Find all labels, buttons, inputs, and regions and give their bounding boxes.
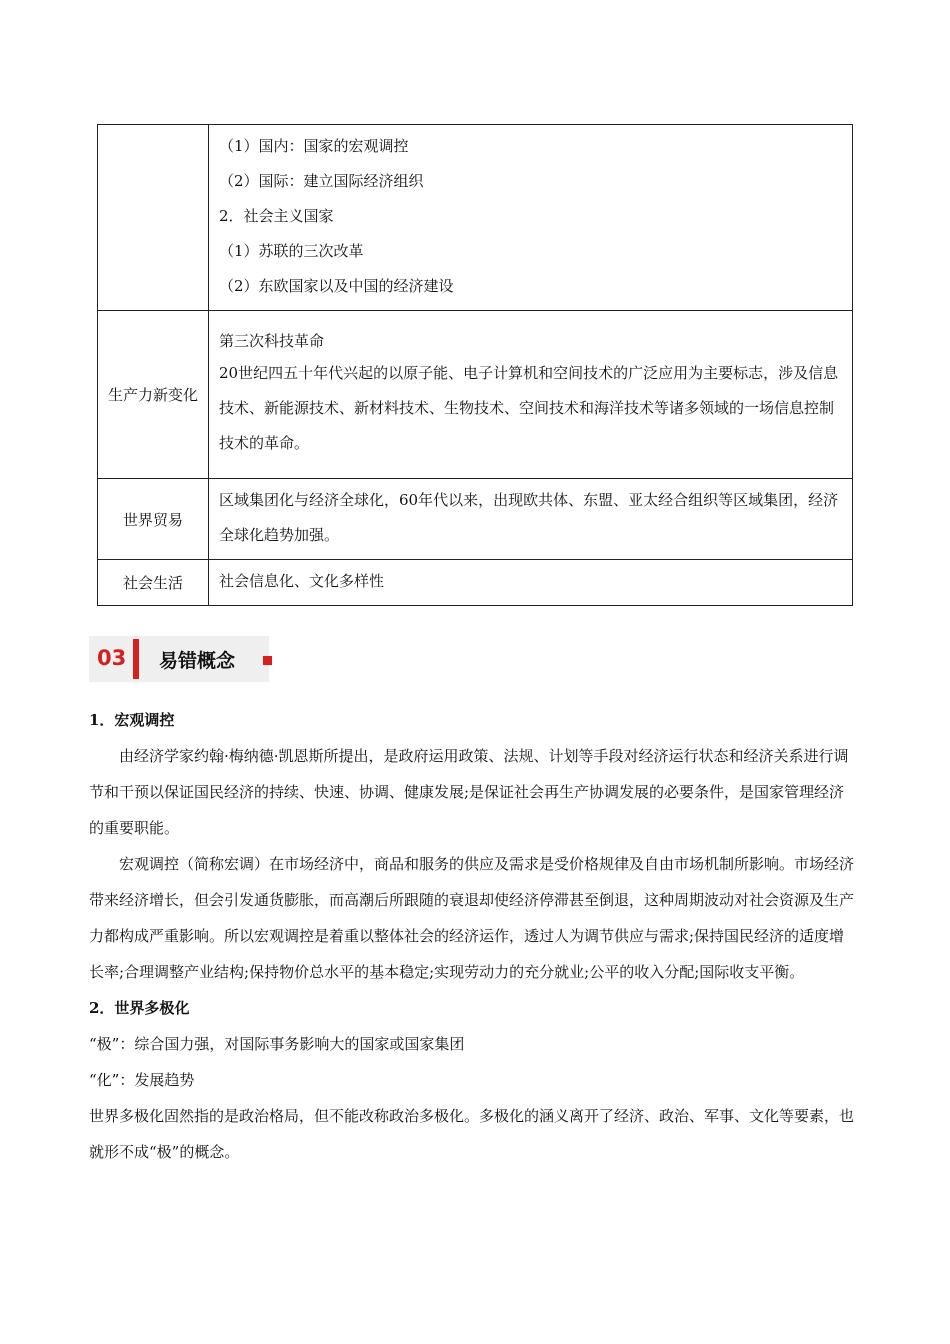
content-line: （1）苏联的三次改革 [219,242,364,260]
row-label [98,125,209,311]
concept-title: 1．宏观调控 [89,711,175,729]
concept-line: “极”：综合国力强，对国际事务影响大的国家或国家集团 [89,1035,465,1053]
table-row [98,479,853,560]
content-text: 20世纪四五十年代兴起的以原子能、电子计算机和空间技术的广泛应用为主要标志，涉及信息技术、新能源技术、新材料技术、生物技术、空间技术和海洋技术等诸多领域的一场信息控制技术的革命。 [219,364,839,452]
section-title: 易错概念 [159,650,236,672]
concept-paragraph: 世界多极化固然指的是政治格局，但不能改称政治多极化。多极化的涵义离开了经济、政治、军事、文化等要素，也就形不成“极”的概念。 [89,1107,855,1161]
row-content [209,560,853,606]
table-row [98,560,853,606]
concepts-body [89,702,859,1170]
section-heading [89,636,269,682]
row-content [209,311,853,479]
content-line: （2）东欧国家以及中国的经济建设 [219,277,454,295]
content-title: 第三次科技革命 [219,332,325,350]
summary-table [97,124,853,606]
section-number: 03 [97,646,127,670]
concept-paragraph: 由经济学家约翰·梅纳德·凯恩斯所提出，是政府运用政策、法规、计划等手段对经济运行状态和经济关系进行调节和干预以保证国民经济的持续、快速、协调、健康发展;是保证社会再生产协调发展的必要条件，是国家管理经济的重要职能。 [89,747,849,837]
content-text: 社会信息化、文化多样性 [219,572,385,590]
table-row [98,125,853,311]
content-line: （1）国内：国家的宏观调控 [219,137,409,155]
square-icon [263,656,272,665]
content-line: 2．社会主义国家 [219,207,334,225]
heading-bar [133,639,139,679]
content-line: （2）国际：建立国际经济组织 [219,172,424,190]
row-content [209,125,853,311]
row-content [209,479,853,560]
concept-paragraph: 宏观调控（简称宏调）在市场经济中，商品和服务的供应及需求是受价格规律及自由市场机制所影响。市场经济带来经济增长，但会引发通货膨胀，而高潮后所跟随的衰退却使经济停滞甚至倒退，这种周期波动对社会资源及生产力都构成严重影响。所以宏观调控是着重以整体社会的经济运作，透过人为调节供应与需求;保持国民经济的适度增长率;合理调整产业结构;保持物价总水平的基本稳定;实现劳动力的充分就业;公平的收入分配;国际收支平衡。 [89,855,855,981]
row-label: 世界贸易 [98,479,209,560]
content-text: 区域集团化与经济全球化，60年代以来，出现欧共体、东盟、亚太经合组织等区域集团，经济全球化趋势加强。 [219,491,839,544]
concept-line: “化”：发展趋势 [89,1071,195,1089]
row-label: 生产力新变化 [98,311,209,479]
row-label: 社会生活 [98,560,209,606]
table-row [98,311,853,479]
concept-title: 2．世界多极化 [89,999,190,1017]
